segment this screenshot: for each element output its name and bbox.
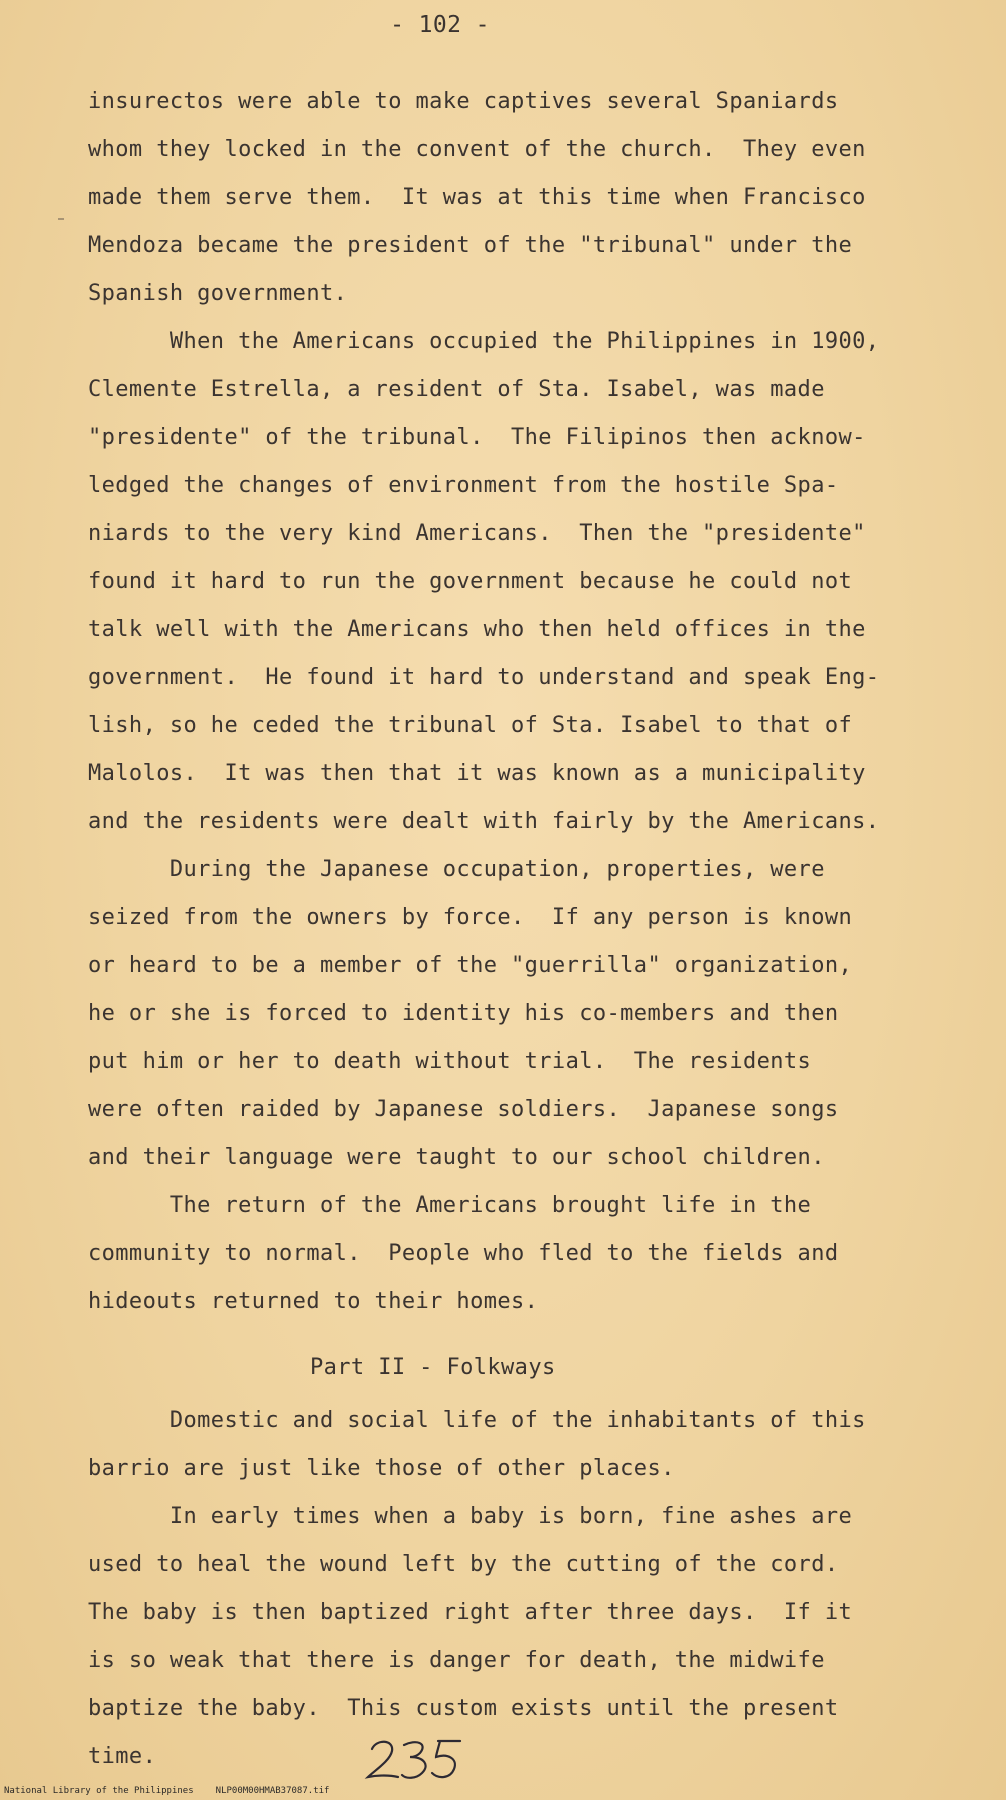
text-line: barrio are just like those of other places. (88, 1456, 675, 1481)
text-line: niards to the very kind Americans. Then the "presidente" (88, 521, 866, 546)
text-line: Mendoza became the president of the "tribunal" under the (88, 233, 853, 258)
footer-file: NLP00M00HMAB37087.tif (215, 1786, 330, 1796)
text-line: and the residents were dealt with fairly by the Americans. (88, 809, 880, 834)
text-line: Malolos. It was then that it was known as a municipality (88, 761, 866, 786)
text-line: ledged the changes of environment from the hostile Spa- (88, 473, 839, 498)
text-line: and their language were taught to our school children. (88, 1145, 825, 1170)
section-heading: Part II - Folkways (310, 1355, 556, 1380)
text-line: When the Americans occupied the Philippines in 1900, (88, 329, 880, 354)
text-line: Clemente Estrella, a resident of Sta. Isabel, was made (88, 377, 825, 402)
text-line: insurectos were able to make captives several Spaniards (88, 89, 839, 114)
page-number: - 102 - (390, 12, 490, 38)
text-line: talk well with the Americans who then held offices in the (88, 617, 866, 642)
text-line: put him or her to death without trial. The residents (88, 1049, 812, 1074)
text-line: government. He found it hard to understand and speak Eng- (88, 665, 880, 690)
text-line: lish, so he ceded the tribunal of Sta. Isabel to that of (88, 713, 853, 738)
text-line: were often raided by Japanese soldiers. Japanese songs (88, 1097, 839, 1122)
text-line: he or she is forced to identity his co-members and then (88, 1001, 839, 1026)
text-line: made them serve them. It was at this time when Francisco (88, 185, 866, 210)
text-line: During the Japanese occupation, properties, were (88, 857, 825, 882)
text-line: In early times when a baby is born, fine ashes are (88, 1504, 853, 1529)
text-line: seized from the owners by force. If any person is known (88, 905, 853, 930)
handwritten-page-number (364, 1735, 464, 1787)
body-text-section-2 (88, 1397, 968, 1781)
footer (4, 1786, 351, 1796)
text-line: whom they locked in the convent of the church. They even (88, 137, 866, 162)
text-line: community to normal. People who fled to the fields and (88, 1241, 839, 1266)
text-line: The return of the Americans brought life in the (88, 1193, 812, 1218)
text-line: or heard to be a member of the "guerrilla" organization, (88, 953, 853, 978)
text-line: used to heal the wound left by the cutting of the cord. (88, 1552, 839, 1577)
text-line: is so weak that there is danger for death, the midwife (88, 1648, 825, 1673)
footer-library: National Library of the Philippines (4, 1786, 194, 1796)
margin-mark (58, 218, 64, 220)
body-text-section-1 (88, 78, 968, 1326)
text-line: Domestic and social life of the inhabitants of this (88, 1408, 866, 1433)
text-line: "presidente" of the tribunal. The Filipinos then acknow- (88, 425, 866, 450)
text-line: hideouts returned to their homes. (88, 1289, 539, 1314)
text-line: Spanish government. (88, 281, 348, 306)
text-line: found it hard to run the government because he could not (88, 569, 853, 594)
text-line: baptize the baby. This custom exists until the present (88, 1696, 839, 1721)
text-line: time. (88, 1744, 157, 1769)
text-line: The baby is then baptized right after three days. If it (88, 1600, 853, 1625)
